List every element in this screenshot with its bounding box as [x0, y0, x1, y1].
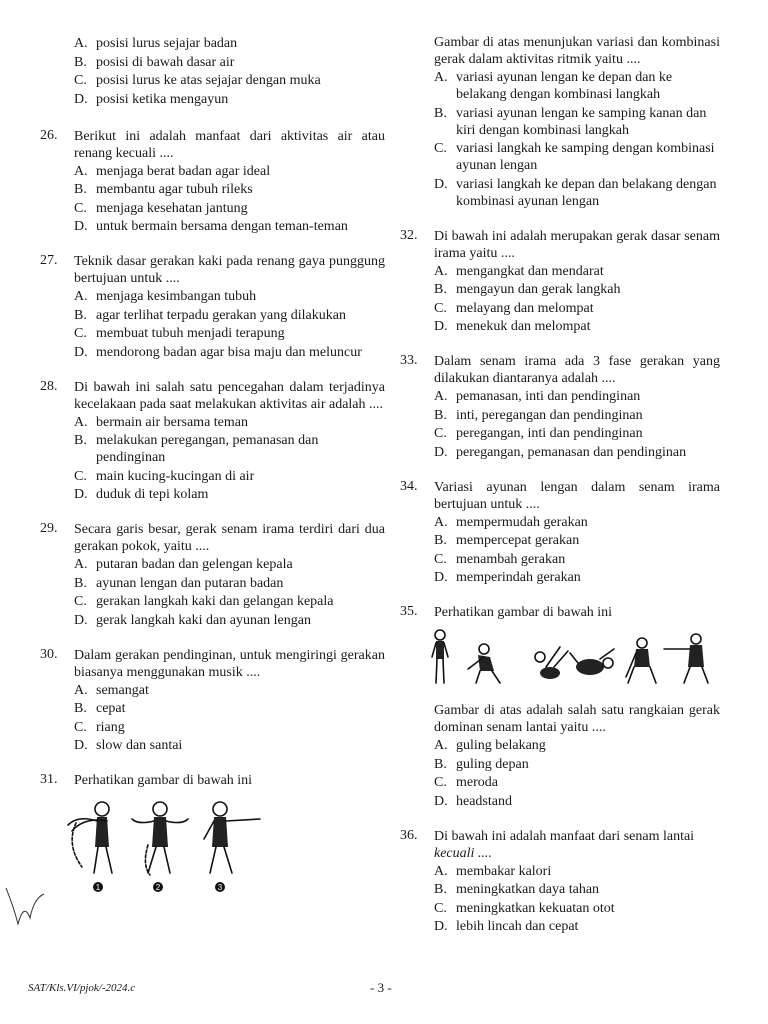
option-b[interactable]: B. mempercepat gerakan — [434, 533, 580, 548]
option-c[interactable]: C. menjaga kesehatan jantung — [74, 200, 248, 216]
options — [434, 388, 720, 461]
question-text: Secara garis besar, gerak senam irama terdiri dari dua gerakan pokok, yaitu .... — [74, 522, 385, 554]
option-c[interactable]: C. posisi lurus ke atas sejajar dengan muka — [74, 73, 321, 88]
option-d[interactable]: D. menekuk dan melompat — [434, 319, 591, 334]
question-28 — [40, 379, 385, 504]
pen-scribble — [0, 878, 60, 948]
option-a[interactable]: A. menjaga kesimbangan tubuh — [74, 289, 257, 304]
figure-2 — [132, 802, 188, 875]
option-c[interactable]: C. menambah gerakan — [434, 551, 566, 567]
left-column — [40, 34, 385, 918]
question-text: Teknik dasar gerakan kaki pada renang gaya punggung bertujuan untuk .... — [74, 254, 385, 286]
option-c[interactable]: C. main kucing-kucingan di air — [74, 468, 255, 484]
right-column — [400, 34, 720, 953]
roll-sequence-illustration — [428, 627, 718, 693]
figure-number-2 — [153, 882, 163, 892]
option-b[interactable]: B. melakukan peregangan, pemanasan dan pendinginan — [74, 433, 319, 465]
question-text-2: Gambar di atas adalah salah satu rangkaian gerak dominan senam lantai yaitu .... — [434, 703, 720, 735]
option-d[interactable]: D. duduk di tepi kolam — [74, 487, 209, 502]
option-c[interactable]: C. riang — [74, 719, 125, 735]
question-number: 31. — [40, 772, 58, 787]
option-a[interactable]: A. semangat — [74, 682, 149, 698]
option-a[interactable]: A. putaran badan dan gelengan kepala — [74, 557, 293, 572]
svg-text:1: 1 — [95, 883, 101, 892]
question-26 — [40, 128, 385, 236]
question-text: Di bawah ini adalah merupakan gerak dasar senam irama yaitu .... — [434, 228, 720, 261]
option-a[interactable]: A. menjaga berat badan agar ideal — [74, 163, 271, 179]
figure-1 — [68, 802, 112, 873]
option-b[interactable]: B. posisi di bawah dasar air — [74, 54, 235, 70]
option-d[interactable]: D. headstand — [434, 793, 512, 809]
option-b[interactable]: B. agar terlihat terpadu gerakan yang dilakukan — [74, 307, 346, 323]
option-b[interactable]: B. variasi ayunan lengan ke samping kanan dan kiri dengan kombinasi langkah — [434, 105, 707, 138]
option-a[interactable]: A. membakar kalori — [434, 863, 552, 879]
question-31-continued — [400, 34, 720, 210]
question-number: 32. — [400, 227, 418, 243]
question-text: Di bawah ini adalah manfaat dari senam lantai kecuali .... — [434, 828, 695, 861]
question-number: 33. — [400, 353, 418, 368]
question-27 — [40, 253, 385, 361]
pose-tuck — [570, 649, 614, 675]
option-d[interactable]: D. gerak langkah kaki dan ayunan lengan — [74, 612, 311, 628]
options — [434, 863, 720, 936]
figure-number-1 — [93, 882, 103, 892]
question-text: Variasi ayunan lengan dalam senam irama bertujuan untuk .... — [434, 479, 720, 512]
question-number: 27. — [40, 253, 58, 268]
option-d[interactable]: D. untuk bermain bersama dengan teman-teman — [74, 219, 348, 234]
document-code: SAT/Kls.VI/pjok/-2024.c — [28, 982, 136, 994]
pose-squat — [468, 644, 500, 683]
pose-finish — [664, 634, 708, 683]
question-text: Perhatikan gambar di bawah ini — [74, 773, 253, 788]
options — [434, 69, 720, 210]
question-text: Berikut ini adalah manfaat dari aktivitas air atau renang kecuali .... — [74, 128, 385, 161]
figure-3 — [204, 802, 260, 873]
option-c[interactable]: C. meroda — [434, 775, 498, 790]
svg-text:2: 2 — [155, 883, 161, 892]
pose-crouch — [626, 638, 656, 683]
question-31 — [40, 772, 385, 900]
option-b[interactable]: B. ayunan lengan dan putaran badan — [74, 575, 284, 591]
question-number: 28. — [40, 378, 58, 394]
pose-rolling — [535, 647, 568, 679]
question-text: Gambar di atas menunjukan variasi dan kombinasi gerak dalam aktivitas ritmik yaitu .... — [434, 35, 720, 67]
question-text: Dalam senam irama ada 3 fase gerakan yang dilakukan diantaranya adalah .... — [434, 354, 720, 386]
option-c[interactable]: C. variasi langkah ke samping dengan kombinasi ayunan lengan — [434, 141, 715, 173]
question-25-tail — [40, 35, 385, 108]
question-33 — [400, 353, 720, 461]
question-34 — [400, 479, 720, 587]
page-number: - 3 - — [370, 980, 392, 995]
option-c[interactable]: C. membuat tubuh menjadi terapung — [74, 326, 285, 341]
option-d[interactable]: D. slow dan santai — [74, 738, 183, 753]
option-a[interactable]: A. bermain air bersama teman — [74, 414, 248, 430]
svg-text:3: 3 — [217, 883, 223, 892]
question-number: 34. — [400, 478, 418, 494]
question-number: 35. — [400, 604, 418, 619]
option-d[interactable]: D. lebih lincah dan cepat — [434, 919, 579, 934]
arm-swing-illustration — [64, 795, 264, 895]
options — [434, 263, 720, 336]
option-c[interactable]: C. meningkatkan kekuatan otot — [434, 900, 615, 916]
question-text: Di bawah ini salah satu pencegahan dalam terjadinya kecelakaan pada saat melakukan aktivitas air adalah .... — [74, 379, 385, 412]
rhythmic-movement-figure — [64, 795, 385, 900]
option-a[interactable]: A. guling belakang — [434, 738, 546, 753]
option-b[interactable]: B. guling depan — [434, 756, 529, 772]
options — [434, 737, 720, 810]
question-number: 26. — [40, 127, 58, 143]
option-a[interactable]: A. pemanasan, inti dan pendinginan — [434, 389, 641, 404]
option-a[interactable]: A. posisi lurus sejajar badan — [74, 36, 238, 51]
floor-exercise-figure — [428, 627, 720, 698]
question-text: Perhatikan gambar di bawah ini — [434, 605, 613, 620]
option-c[interactable]: C. peregangan, inti dan pendinginan — [434, 426, 643, 441]
options — [74, 288, 385, 361]
options — [74, 35, 385, 108]
option-b[interactable]: B. cepat — [74, 701, 126, 716]
question-35 — [400, 604, 720, 810]
options — [74, 163, 385, 236]
question-29 — [40, 521, 385, 629]
option-b[interactable]: B. membantu agar tubuh rileks — [74, 182, 253, 197]
option-d[interactable]: D. variasi langkah ke depan dan belakang dengan kombinasi ayunan lengan — [434, 176, 717, 209]
question-32 — [400, 228, 720, 336]
option-d[interactable]: D. posisi ketika mengayun — [74, 91, 229, 107]
option-b[interactable]: B. mengayun dan gerak langkah — [434, 282, 621, 297]
options — [74, 556, 385, 629]
option-a[interactable]: A. mempermudah gerakan — [434, 514, 588, 530]
option-b[interactable]: B. inti, peregangan dan pendinginan — [434, 407, 643, 423]
question-number: 29. — [40, 521, 58, 536]
option-d[interactable]: D. mendorong badan agar bisa maju dan meluncur — [74, 344, 362, 360]
pose-standing — [432, 630, 448, 683]
question-text: Dalam gerakan pendinginan, untuk mengiringi gerakan biasanya menggunakan musik .... — [74, 647, 385, 680]
question-number: 36. — [400, 827, 418, 843]
question-30 — [40, 647, 385, 755]
option-a[interactable]: A. mengangkat dan mendarat — [434, 263, 604, 279]
options — [74, 414, 385, 504]
question-36 — [400, 828, 720, 936]
option-c[interactable]: C. gerakan langkah kaki dan gelangan kepala — [74, 594, 334, 609]
option-a[interactable]: A. variasi ayunan lengan ke depan dan ke belakang dengan kombinasi langkah — [434, 70, 673, 102]
option-d[interactable]: D. peregangan, pemanasan dan pendinginan — [434, 444, 687, 460]
option-b[interactable]: B. meningkatkan daya tahan — [434, 882, 600, 897]
option-d[interactable]: D. memperindah gerakan — [434, 570, 581, 585]
question-number: 30. — [40, 646, 58, 662]
figure-number-3 — [215, 882, 225, 892]
option-c[interactable]: C. melayang dan melompat — [434, 300, 594, 316]
options — [434, 514, 720, 587]
options — [74, 682, 385, 755]
